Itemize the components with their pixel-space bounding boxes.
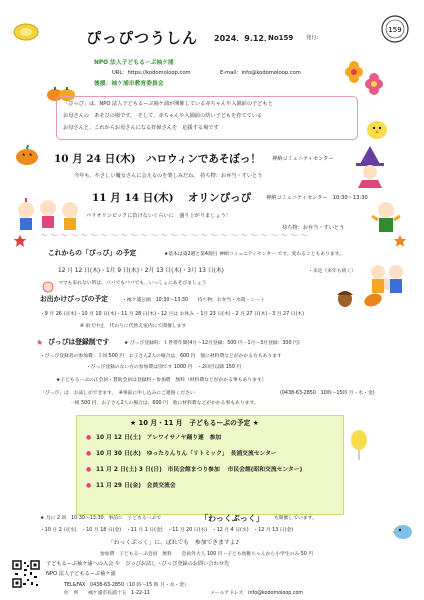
pumpkin-icon [14, 144, 40, 166]
loop-event-4: 11 月 29 日(金) 会員交流会 [96, 483, 176, 489]
issue-number: No159 [268, 34, 294, 42]
wave-divider: 〜〜〜〜〜〜〜〜〜〜〜〜〜〜〜〜〜〜〜〜〜〜〜〜〜〜〜 [40, 231, 310, 240]
event1-title: ハロウィンであそぼっ！ [146, 153, 261, 165]
event2-desc-1: パリオリンピックに負けないくらいに 盛り上がりましょう！ [86, 213, 231, 219]
trial-note: 「ぴっぴ」は お試しができます。 ※事前に申し込みにご連絡ください [40, 391, 195, 396]
website-url[interactable]: URL：https://kodomoloop.com [112, 70, 191, 76]
registration-heading: ぴっぴは登録制です [48, 338, 110, 346]
kids-sports-icon [12, 196, 84, 234]
event2-venue: 神納コミュニティセンター 10:30～13:30 [266, 195, 368, 201]
kids-cheer-icon [368, 198, 404, 234]
loop-event-bullet-4: ● [86, 482, 92, 489]
odekake-dates: ・9 月 26 日(木)・10 月 10 日(木)・11 月 28 日(木)・12 月は お休み ・1月 23 日(木)・2 月 27 日(木)・3 月 27 日(木) [40, 312, 305, 317]
maple-leaf-right-icon [394, 232, 406, 244]
balloon-icon [348, 430, 370, 460]
bird-icon [392, 522, 414, 540]
schedule-note-2: ・未定（来年も続く） [308, 269, 356, 274]
registration-star-icon: ★ [36, 338, 44, 347]
registration-fee: ★ ぴっぴ登録料：１世帯年間(4月～12月登録：500 円・1月～3月登録：300 円) [124, 341, 300, 346]
intro-box [56, 96, 358, 140]
schedule-mama-note: ママも来れない時は、パパでもババでも、いっしょにあそびましょう [58, 281, 207, 286]
wakupuku-invite: 「わっくぷっく」に、ぱれでも 参加できますよ♪ [108, 540, 240, 546]
email-address[interactable]: E-mail：info@kodomoloop.com [220, 70, 301, 76]
acorn-icon [334, 286, 356, 308]
wakupuku-fee: 参加費 子どもるーぷ会員 無料 会員外大人 100 円・子ども幼稚ちゃんから小学生のみ 50 円 [100, 552, 314, 557]
footer-line-1: 子どもるーぷ袖ケ浦への入会 や ぴっぴお試し・ぴっぴ登録のお問い合わせ先 [46, 561, 230, 567]
wakupuku-dates: ・10 月 2 日(水) ・10 月 18 日(金) ・11 月 1 日(金) ・11 月 20 日(水) ・12 月 4 日(水) ・12 月 13 日(金) [40, 528, 294, 533]
event1-desc: 今年も、やさしい魔女さんに会えるのを楽しみだね。 持ち物：お弁当・すいとう [74, 173, 263, 179]
publisher-label: 発行： [306, 35, 322, 41]
chick-icon [364, 118, 390, 140]
issue-seal-icon [380, 14, 410, 44]
wakupuku-line-c: も開催しています。 [274, 516, 317, 521]
footer-org: NPO 法人子どもるーぷ袖ケ浦 [46, 571, 116, 577]
trial-tel: (0438-63-2850 10時～15時 月・水・金) [280, 391, 375, 396]
wakupuku-line-a: ★ 月に 2 回 10:30～13:30、事前に 子どもるーぷで [40, 516, 162, 521]
leaf-icon [362, 290, 384, 310]
baby-icon [42, 278, 54, 290]
event2-desc-2: 持ち物：お弁当・すいとう [282, 225, 345, 231]
sponsor-text: 後援：袖ケ浦市教育委員会 [94, 81, 164, 87]
event1-venue: 神納コミュニティセンター [272, 156, 334, 162]
registration-guest-fee: ・ぴっぴ登録のない方の参加費は別です 1000 円 ・2回目以降 150 円 [86, 365, 242, 370]
header-lemon-icon [12, 22, 40, 42]
loop-event-bullet-1: ● [86, 434, 92, 441]
svg-text:159: 159 [388, 26, 402, 34]
intro-line-3: お母さんと、これからお母さんになる妊婦さんを 応援する場です [63, 125, 219, 131]
wakupuku-name: 「わっくぷっく」 [200, 514, 264, 523]
intro-line-2: お母さんの あそびの場です。 そして、赤ちゃんや入園前の幼い子どもを育てている [63, 113, 263, 119]
loop-event-2: 10 月 30 日(水) ゆったりんりん「リトミック」 長浦交流センター [96, 451, 277, 457]
footer-mail[interactable]: メールアドレス info@kodomoloop.com [210, 591, 304, 596]
maple-leaf-left-icon [14, 232, 26, 244]
loop-event-bullet-3: ● [86, 466, 92, 473]
loop-events-heading: ★ 10 月・11 月 子どもるーぷの予定 ★ [130, 419, 259, 427]
odekake-rain-note: ※ 雨天中止 代わりに代替え室内にて開催します [80, 324, 187, 329]
registration-member-note: ★子どもるーぷの正会員・賛助会員は登録料・参加費 無料（材料費などがかかる事もあります） [56, 378, 267, 383]
loop-event-3: 11 月 2 日(土) 3 日(日) 市民会館まつり参加 市民会館(昭和交流センター) [96, 467, 303, 473]
issue-date: 2024．9.12． [214, 34, 273, 43]
schedule-dates: 12 月 12 日(木)・1月 9 日(木)・2月 13 日(木)・3月 13 日(木) [58, 268, 224, 274]
footer-address: 住 所 袖ケ浦市長浦十五 1-22-11 [64, 591, 150, 596]
publisher-name: NPO 法人子どもるーぷ袖ケ浦 [94, 60, 174, 66]
trial-fee: 一組 500 円、お子さん2人の場合は、600 円 他に材料費などがかかる事もあります。 [70, 401, 259, 406]
event2-date: 11 月 14 日(木) [92, 192, 174, 204]
event1-date: 10 月 24 日(木) [54, 153, 136, 165]
intro-line-1: 「ぴっぴ」は、NPO 法人子どもるーぷ袖ケ浦が開催している赤ちゃんや入園前の子どもと [63, 101, 273, 107]
registration-visit-fee: ・ぴっぴ登録者の参加費：１回 500 円 お子さん2人の場合は、600 円 他に材料費などがかかる方もあります [40, 354, 282, 359]
loop-event-1: 10 月 12 日(土) アレワイサノヤ踊り連 参加 [96, 435, 222, 441]
schedule-heading: これからの「ぴっぴ」の予定 [48, 249, 137, 257]
schedule-note: ★基本は第2週と第4週目 神納コミュニティセンター です。変わることもあります。 [164, 252, 344, 257]
odekake-heading: お出かけぴっぴの予定 [40, 295, 108, 303]
witch-icon [350, 144, 390, 188]
event2-title: オリンぴっぴ [188, 192, 251, 204]
flower-icon [338, 58, 388, 98]
newsletter-title: ぴっぴつうしん [86, 29, 199, 47]
loop-events-box [76, 415, 344, 515]
footer-tel: TEL&FAX 0438-63-2850（10 時～15 時 月・水・金） [64, 583, 189, 588]
odekake-meta: ・袖ケ浦公園 10:30～13:30 持ち物：お弁当・水筒・シート [122, 298, 265, 303]
loop-event-bullet-2: ● [86, 450, 92, 457]
qr-code-icon[interactable] [12, 560, 40, 588]
